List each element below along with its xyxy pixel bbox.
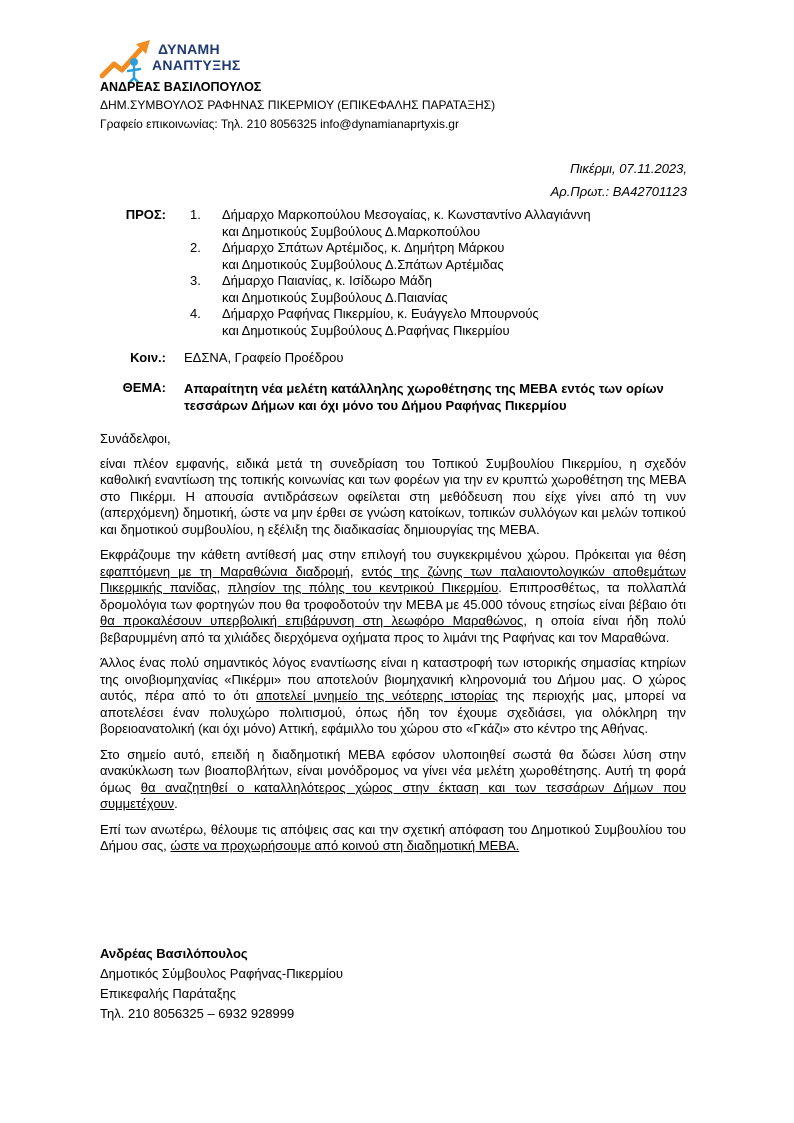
paragraph-1: είναι πλέον εμφανής, ειδικά μετά τη συνεδρίαση του Τοπικού Συμβουλίου Πικερμίου, η σχεδόν καθολική εναντίωση της τοπικής κοινωνίας και των φορέων για την εν κρυπτώ χωροθέτηση της ΜΕΒΑ στο Πικέρμι. Η απουσία αντιδράσεων οφείλεται στη μεθόδευση που είχε γίνει από τη νυν (απερχόμενη) δημοτική, ώστε να μην έρθει σε γνώση κατοίκων, τοπικών συλλόγων και μελών τοπικού και δημοτικού συμβουλίου, η εξέλιξη της διαδικασίας δημιουργίας της ΜΕΒΑ. bbox=[100, 455, 686, 537]
paragraph-5: Επί των ανωτέρω, θέλουμε τις απόψεις σας και την σχετική απόφαση του Δημοτικού Συμβουλίου του Δήμου σας, ώστε να προχωρήσουμε από κοινού στη διαδημοτική ΜΕΒΑ. bbox=[100, 821, 686, 853]
logo-title-line1: ΔΥΝΑΜΗ bbox=[158, 41, 220, 57]
underlined-phrase: εντός της ζώνης των παλαιοντολογικών αποθεμάτων Πικερμικής πανίδας bbox=[100, 563, 686, 595]
signature-title: Επικεφαλής Παράταξης bbox=[100, 986, 236, 1001]
letter-body bbox=[100, 431, 686, 864]
sender-name: ΑΝΔΡΕΑΣ ΒΑΣΙΛΟΠΟΥΛΟΣ bbox=[100, 80, 262, 94]
recipient-item bbox=[190, 273, 591, 306]
sender-role: ΔΗΜ.ΣΥΜΒΟΥΛΟΣ ΡΑΦΗΝΑΣ ΠΙΚΕΡΜΙΟΥ (ΕΠΙΚΕΦΑΛΗΣ ΠΑΡΑΤΑΞΗΣ) bbox=[100, 98, 496, 112]
letter-date: Πικέρμι, 07.11.2023, bbox=[570, 161, 687, 176]
recipient-number: 2. bbox=[190, 240, 201, 255]
recipient-item bbox=[190, 240, 591, 273]
recipient-number: 4. bbox=[190, 306, 201, 321]
recipient-line: Δήμαρχο Παιανίας, κ. Ισίδωρο Μάδη bbox=[222, 273, 433, 288]
recipients-list bbox=[190, 207, 591, 339]
recipient-line: και Δημοτικούς Συμβούλους Δ.Σπάτων Αρτέμιδας bbox=[222, 256, 504, 272]
recipient-line: και Δημοτικούς Συμβούλους Δ.Παιανίας bbox=[222, 289, 448, 305]
subject-label: ΘΕΜΑ: bbox=[122, 380, 166, 395]
greeting: Συνάδελφοι, bbox=[100, 431, 171, 446]
recipient-item bbox=[190, 306, 591, 339]
recipient-line: Δήμαρχο Σπάτων Αρτέμιδος, κ. Δημήτρη Μάρκου bbox=[222, 240, 505, 255]
recipient-number: 3. bbox=[190, 273, 201, 288]
signature-block bbox=[100, 944, 343, 1024]
recipients-label: ΠΡΟΣ: bbox=[125, 207, 166, 222]
recipient-line: και Δημοτικούς Συμβούλους Δ.Μαρκοπούλου bbox=[222, 223, 481, 239]
underlined-phrase: θα αναζητηθεί ο καταλληλότερος χώρος στην έκταση και των τεσσάρων Δήμων που συμμετέχουν bbox=[100, 779, 687, 811]
recipient-line: και Δημοτικούς Συμβούλους Δ.Ραφήνας Πικερμίου bbox=[222, 322, 510, 338]
signature-phone: Τηλ. 210 8056325 – 6932 928999 bbox=[100, 1006, 295, 1021]
cc-label: Κοιν.: bbox=[130, 350, 166, 365]
recipient-line: Δήμαρχο Ραφήνας Πικερμίου, κ. Ευάγγελο Μπουρνούς bbox=[222, 306, 539, 321]
paragraph-3: Άλλος ένας πολύ σημαντικός λόγος εναντίωσης είναι η καταστροφή των ιστορικής σημασίας κτηρίων της οινοβιομηχανίας «Πικέρμι» που αποτελούν βιομηχανική κληρονομιά του Δήμου μας. Ο χώρος αυτός, πέρα από το ότι αποτελεί μνημείο της νεότερης ιστορίας της περιοχής μας, μπορεί να αποτελέσει έναν πολυχώρο πολιτισμού, όπως ήδη τον έχουμε σχεδιάσει, για ολόκληρη την βορειοανατολική (και όχι μόνο) Αττική, εφάμιλλο του χώρου στο «Γκάζι» στο κέντρο της Αθήνας. bbox=[100, 655, 686, 736]
signature-role: Δημοτικός Σύμβουλος Ραφήνας-Πικερμίου bbox=[100, 966, 343, 981]
underlined-phrase: αποτελεί μνημείο της νεότερης ιστορίας bbox=[256, 688, 499, 703]
growth-arrow-logo-icon bbox=[100, 38, 160, 82]
protocol-number: Αρ.Πρωτ.: ΒΑ42701123 bbox=[550, 184, 687, 199]
logo-title-line2: ΑΝΑΠΤΥΞΗΣ bbox=[152, 57, 241, 73]
subject-text: Απαραίτητη νέα μελέτη κατάλληλης χωροθέτησης της ΜΕΒΑ εντός των ορίων τεσσάρων Δήμων και όχι μόνο του Δήμου Ραφήνας Πικερμίου bbox=[184, 381, 664, 413]
recipient-number: 1. bbox=[190, 207, 201, 222]
recipient-line: Δήμαρχο Μαρκοπούλου Μεσογαίας, κ. Κωνσταντίνο Αλλαγιάννη bbox=[222, 207, 591, 222]
sender-contact: Γραφείο επικοινωνίας: Τηλ. 210 8056325 info@dynamianaprtyxis.gr bbox=[100, 117, 459, 131]
paragraph-4: Στο σημείο αυτό, επειδή η διαδημοτική ΜΕΒΑ εφόσον υλοποιηθεί σωστά θα δώσει λύση στην ανακύκλωση των βιοαποβλήτων, είναι μονόδρομος να γίνει νέα μελέτη χωροθέτησης. Αυτή τη φορά όμως θα αναζητηθεί ο καταλληλότερος χώρος στην έκταση και των τεσσάρων Δήμων που συμμετέχουν. bbox=[100, 746, 687, 811]
cc-text: ΕΔΣΝΑ, Γραφείο Προέδρου bbox=[184, 350, 344, 365]
underlined-phrase: εφαπτόμενη με τη Μαραθώνια διαδρομή bbox=[100, 563, 350, 579]
underlined-phrase: πλησίον της πόλης του κεντρικού Πικερμίου bbox=[227, 580, 499, 595]
underlined-phrase: θα προκαλέσουν υπερβολική επιβάρυνση στη λεωφόρο Μαραθώνος bbox=[100, 613, 524, 628]
signature-name: Ανδρέας Βασιλόπουλος bbox=[100, 946, 248, 961]
party-logo bbox=[100, 38, 260, 82]
paragraph-2: Εκφράζουμε την κάθετη αντίθεσή μας στην επιλογή του συγκεκριμένου χώρου. Πρόκειται για θέση εφαπτόμενη με τη Μαραθώνια διαδρομή, εντός της ζώνης των παλαιοντολογικών αποθεμάτων Πικερμικής πανίδας, πλησίον της πόλης του κεντρικού Πικερμίου. Επιπροσθέτως, τα πολλαπλά δρομολόγια των φορτηγών που θα τροφοδοτούν την ΜΕΒΑ με 45.000 τόνους ετησίως είναι βέβαιο ότι θα προκαλέσουν υπερβολική επιβάρυνση στη λεωφόρο Μαραθώνος, η οποία είναι ήδη πολύ βεβαρυμμένη από τα χιλιάδες διερχόμενα οχήματα προς το λιμάνι της Ραφήνας και τον Μαραθώνα. bbox=[100, 547, 687, 645]
recipient-item bbox=[190, 207, 591, 240]
underlined-phrase: ώστε να προχωρήσουμε από κοινού στη διαδημοτική ΜΕΒΑ. bbox=[170, 838, 520, 853]
